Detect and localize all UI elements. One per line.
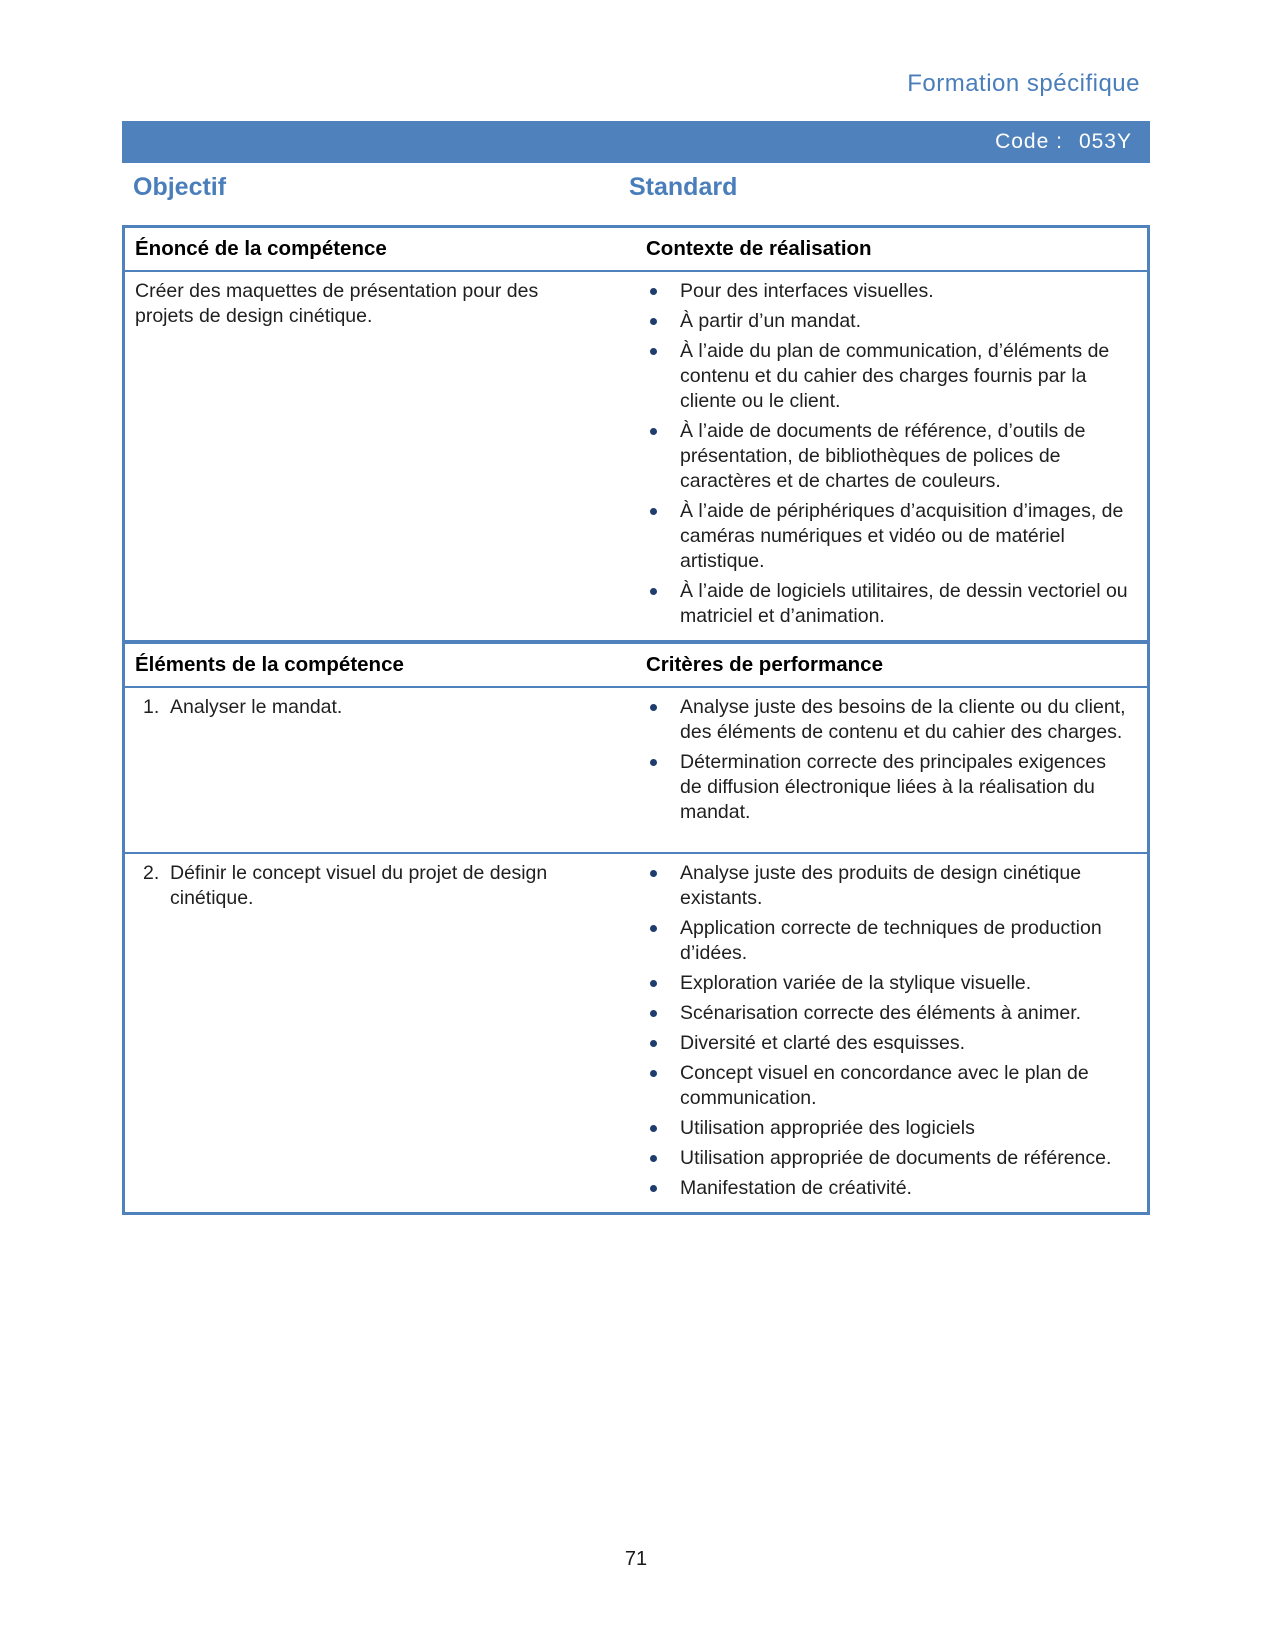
page-number: 71 [624,1548,648,1570]
table2-right-header: Critères de performance [646,653,883,676]
code-bar [122,121,1150,163]
table2-row-2 [125,852,1147,1212]
table1-header-row [125,228,1147,272]
objectif-heading: Objectif [133,173,227,201]
element-text: Analyser le mandat. [170,696,343,718]
bullet-item: Concept visuel en concordance avec le plan de communication. [636,1061,1133,1111]
bullet-item: À l’aide de logiciels utilitaires, de dessin vectoriel ou matriciel et d’animation. [636,579,1133,629]
element-text: Définir le concept visuel du projet de design cinétique. [170,862,548,909]
contexte-bullet-list [636,279,1133,629]
table2-row-1 [125,688,1147,852]
table-elements-criteres [122,641,1150,1215]
table2-row2-right-cell [636,854,1147,1212]
table2-row2-left-cell [125,854,636,1212]
bullet-item: Utilisation appropriée des logiciels [636,1116,1133,1141]
table-enonce-contexte [122,225,1150,643]
table1-left-header: Énoncé de la compétence [135,237,387,260]
element-item-2 [135,861,590,911]
table2-row1-left-cell [125,688,636,852]
table1-right-cell [636,272,1147,640]
bullet-item: À l’aide de périphériques d’acquisition d’images, de caméras numériques et vidéo ou de matériel artistique. [636,499,1133,574]
bullet-item: À l’aide du plan de communication, d’éléments de contenu et du cahier des charges fournis par la cliente ou le client. [636,339,1133,414]
bullet-item: Manifestation de créativité. [636,1176,1133,1201]
code-value: 053Y [1078,130,1132,153]
table1-body-row [125,272,1147,640]
table2-header-row [125,644,1147,688]
standard-heading: Standard [629,173,738,201]
table2-row1-right-cell [636,688,1147,852]
element-number: 2. [143,862,160,884]
bullet-item: À l’aide de documents de référence, d’outils de présentation, de bibliothèques de polices de caractères et de chartes de couleurs. [636,419,1133,494]
column-headings [122,173,1150,203]
element-number: 1. [143,696,160,718]
bullet-item: Analyse juste des besoins de la cliente ou du client, des éléments de contenu et du cahier des charges. [636,695,1133,745]
code-label: Code : [995,130,1063,153]
bullet-item: À partir d’un mandat. [636,309,1133,334]
bullet-item: Détermination correcte des principales exigences de diffusion électronique liées à la réalisation du mandat. [636,750,1133,825]
bullet-item: Diversité et clarté des esquisses. [636,1031,1133,1056]
criteres-bullet-list-1 [636,695,1133,825]
bullet-item: Scénarisation correcte des éléments à animer. [636,1001,1133,1026]
table1-left-cell [125,272,636,640]
table1-right-header: Contexte de réalisation [646,237,872,260]
table2-left-header: Éléments de la compétence [135,653,404,676]
bullet-item: Analyse juste des produits de design cinétique existants. [636,861,1133,911]
criteres-bullet-list-2 [636,861,1133,1201]
competence-statement: Créer des maquettes de présentation pour des projets de design cinétique. [135,280,539,327]
element-item-1 [135,695,590,720]
bullet-item: Pour des interfaces visuelles. [636,279,1133,304]
bullet-item: Utilisation appropriée de documents de référence. [636,1146,1133,1171]
bullet-item: Exploration variée de la stylique visuelle. [636,971,1133,996]
running-header: Formation spécifique [907,70,1140,97]
bullet-item: Application correcte de techniques de production d’idées. [636,916,1133,966]
